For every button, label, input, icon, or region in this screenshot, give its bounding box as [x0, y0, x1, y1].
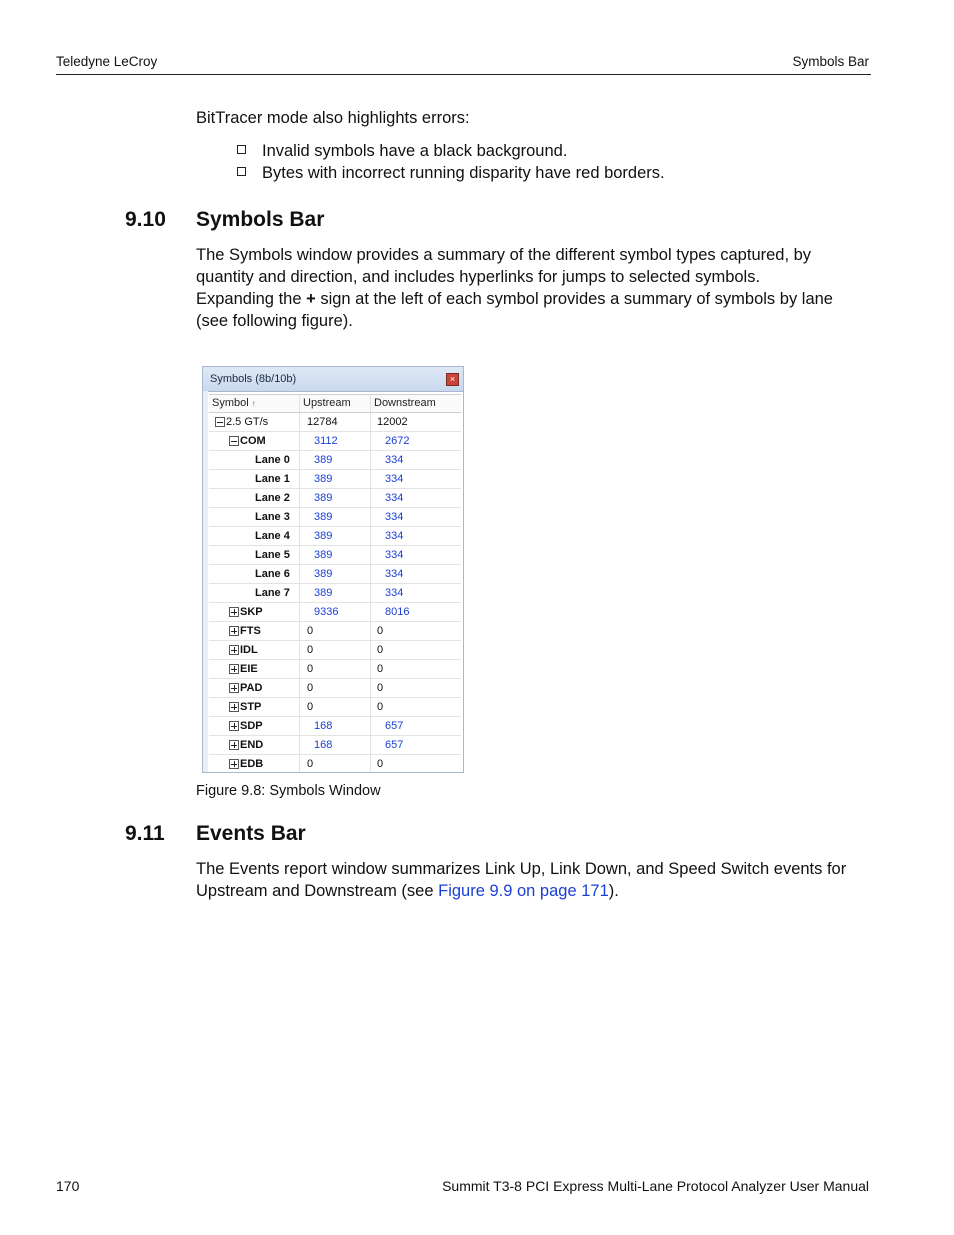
paragraph-line: The Symbols window provides a summary of the different symbol types captured, by: [196, 246, 812, 264]
column-divider: [370, 395, 371, 412]
upstream-count: 0: [307, 625, 314, 637]
column-divider: [370, 508, 371, 526]
downstream-count[interactable]: 334: [385, 549, 404, 561]
column-divider: [370, 717, 371, 735]
table-row[interactable]: [209, 508, 461, 527]
bullet-item: [237, 162, 665, 184]
window-titlebar[interactable]: [203, 367, 463, 392]
table-row[interactable]: [209, 546, 461, 565]
lane-label: Lane 2: [255, 492, 290, 504]
header-rule: [56, 74, 871, 75]
upstream-count[interactable]: 389: [314, 549, 333, 561]
table-row[interactable]: [209, 470, 461, 489]
downstream-count: 0: [377, 758, 384, 770]
column-divider: [299, 546, 300, 564]
symbols-window: [202, 366, 464, 773]
grid-body: [209, 413, 461, 773]
upstream-count[interactable]: 3112: [314, 435, 338, 447]
symbols-grid: [209, 394, 461, 773]
upstream-count[interactable]: 389: [314, 473, 333, 485]
column-divider: [299, 736, 300, 754]
upstream-count[interactable]: 389: [314, 511, 333, 523]
upstream-count[interactable]: 389: [314, 568, 333, 580]
table-row[interactable]: [209, 413, 461, 432]
expand-icon[interactable]: [229, 702, 239, 712]
symbol-label: SDP: [240, 720, 263, 732]
window-title: Symbols (8b/10b): [210, 373, 297, 385]
downstream-count: 0: [377, 682, 384, 694]
section-paragraph: [196, 244, 876, 332]
expand-icon[interactable]: [229, 721, 239, 731]
table-row[interactable]: [209, 622, 461, 641]
column-divider: [299, 584, 300, 602]
downstream-count[interactable]: 334: [385, 454, 404, 466]
column-divider: [370, 698, 371, 716]
expand-icon[interactable]: [229, 740, 239, 750]
column-divider: [370, 432, 371, 450]
downstream-count[interactable]: 334: [385, 568, 404, 580]
upstream-count[interactable]: 9336: [314, 606, 339, 618]
symbol-cell: [229, 720, 263, 732]
expand-icon[interactable]: [229, 607, 239, 617]
symbol-cell: [229, 701, 261, 713]
downstream-count[interactable]: 334: [385, 587, 404, 599]
symbol-label: 2.5 GT/s: [226, 416, 269, 428]
column-divider: [370, 660, 371, 678]
column-divider: [370, 755, 371, 773]
paragraph-text: ).: [608, 882, 619, 900]
column-divider: [370, 451, 371, 469]
lane-label: Lane 7: [255, 587, 290, 599]
sort-arrow-icon: ↑: [251, 399, 256, 408]
expand-icon[interactable]: [229, 759, 239, 769]
column-divider: [370, 736, 371, 754]
downstream-count[interactable]: 657: [385, 739, 404, 751]
column-divider: [299, 508, 300, 526]
column-divider: [370, 527, 371, 545]
symbol-label: SKP: [240, 606, 263, 618]
symbol-label: IDL: [240, 644, 258, 656]
table-row[interactable]: [209, 603, 461, 622]
column-divider: [299, 413, 300, 431]
column-divider: [370, 603, 371, 621]
bullet-text: Invalid symbols have a black background.: [262, 142, 568, 160]
symbol-cell: [229, 663, 258, 675]
downstream-count[interactable]: 334: [385, 530, 404, 542]
column-divider: [370, 413, 371, 431]
table-row[interactable]: [209, 451, 461, 470]
table-row[interactable]: [209, 717, 461, 736]
column-header-symbol[interactable]: Symbol ↑: [212, 397, 256, 409]
column-divider: [370, 679, 371, 697]
upstream-count: 0: [307, 701, 314, 713]
upstream-count[interactable]: 389: [314, 530, 333, 542]
column-divider: [299, 641, 300, 659]
symbol-label: STP: [240, 701, 262, 713]
symbol-cell: [215, 416, 268, 428]
close-icon[interactable]: ×: [446, 373, 459, 386]
table-row[interactable]: [209, 679, 461, 698]
table-row[interactable]: [209, 736, 461, 755]
table-row[interactable]: [209, 432, 461, 451]
paragraph-line: [196, 880, 876, 902]
window-left-strip: [203, 391, 208, 772]
paragraph-line: The Events report window summarizes Link Up, Link Down, and Speed Switch events for: [196, 860, 847, 878]
upstream-count: 0: [307, 644, 314, 656]
collapse-icon[interactable]: [229, 436, 239, 446]
column-divider: [370, 489, 371, 507]
column-divider: [299, 698, 300, 716]
paragraph-text: Upstream and Downstream (see: [196, 882, 439, 900]
upstream-count: 0: [307, 663, 314, 675]
column-divider: [299, 489, 300, 507]
column-divider: [299, 565, 300, 583]
downstream-count[interactable]: 334: [385, 473, 404, 485]
column-divider: [299, 432, 300, 450]
downstream-count: 12002: [377, 416, 408, 428]
column-divider: [299, 395, 300, 412]
running-header-right: Symbols Bar: [792, 54, 869, 69]
paragraph-line: quantity and direction, and includes hyperlinks for jumps to selected symbols.: [196, 268, 761, 286]
downstream-count: 0: [377, 644, 384, 656]
expand-icon[interactable]: [229, 664, 239, 674]
symbol-cell: [229, 435, 266, 447]
bullet-box-icon: [237, 145, 246, 154]
section-title: Symbols Bar: [196, 208, 325, 231]
downstream-count: 0: [377, 625, 384, 637]
upstream-count: 12784: [307, 416, 338, 428]
symbol-cell: [229, 625, 261, 637]
paragraph-text: sign at the left of each symbol provides a summary of symbols by lane: [315, 290, 833, 308]
lane-label: Lane 0: [255, 454, 290, 466]
column-divider: [370, 470, 371, 488]
page-number: 170: [56, 1178, 80, 1194]
downstream-count: 0: [377, 663, 384, 675]
symbol-cell: [229, 644, 258, 656]
lane-label: Lane 3: [255, 511, 290, 523]
downstream-count[interactable]: 8016: [385, 606, 410, 618]
symbol-label: COM: [240, 435, 266, 447]
table-row[interactable]: [209, 755, 461, 773]
symbol-cell: [229, 606, 263, 618]
table-row[interactable]: [209, 641, 461, 660]
lane-label: Lane 6: [255, 568, 290, 580]
section-number: 9.11: [125, 822, 165, 845]
column-divider: [299, 451, 300, 469]
lane-label: Lane 5: [255, 549, 290, 561]
upstream-count[interactable]: 168: [314, 739, 333, 751]
column-divider: [299, 527, 300, 545]
expand-icon[interactable]: [229, 645, 239, 655]
column-divider: [370, 584, 371, 602]
symbol-cell: [229, 739, 263, 751]
symbol-label: EIE: [240, 663, 258, 675]
plus-sign-text: +: [306, 290, 316, 308]
column-divider: [299, 622, 300, 640]
column-divider: [299, 470, 300, 488]
symbol-cell: [229, 682, 262, 694]
section-title: Events Bar: [196, 822, 306, 845]
column-divider: [299, 755, 300, 773]
upstream-count[interactable]: 168: [314, 720, 333, 732]
expand-icon[interactable]: [229, 683, 239, 693]
symbol-label: END: [240, 739, 264, 751]
downstream-count[interactable]: 2672: [385, 435, 410, 447]
figure-caption: Figure 9.8: Symbols Window: [196, 783, 381, 799]
expand-icon[interactable]: [229, 626, 239, 636]
running-header-left: Teledyne LeCroy: [56, 54, 158, 69]
column-divider: [370, 546, 371, 564]
downstream-count: 0: [377, 701, 384, 713]
symbol-label: FTS: [240, 625, 261, 637]
downstream-count[interactable]: 657: [385, 720, 404, 732]
column-divider: [299, 717, 300, 735]
symbol-cell: [229, 758, 263, 770]
upstream-count[interactable]: 389: [314, 492, 333, 504]
symbol-label: EDB: [240, 758, 264, 770]
column-header-downstream[interactable]: Downstream: [374, 397, 436, 409]
upstream-count: 0: [307, 682, 314, 694]
column-divider: [370, 565, 371, 583]
footer-title: Summit T3-8 PCI Express Multi-Lane Protocol Analyzer User Manual: [442, 1178, 869, 1194]
collapse-icon[interactable]: [215, 417, 225, 427]
column-divider: [370, 641, 371, 659]
downstream-count[interactable]: 334: [385, 511, 404, 523]
paragraph-line: [196, 288, 876, 310]
column-divider: [299, 679, 300, 697]
column-divider: [299, 660, 300, 678]
downstream-count[interactable]: 334: [385, 492, 404, 504]
lane-label: Lane 4: [255, 530, 290, 542]
table-row[interactable]: [209, 698, 461, 717]
column-header-upstream[interactable]: Upstream: [303, 397, 351, 409]
figure-link[interactable]: Figure 9.9 on page 171: [438, 882, 609, 900]
section-number: 9.10: [125, 208, 166, 231]
upstream-count: 0: [307, 758, 314, 770]
lane-label: Lane 1: [255, 473, 290, 485]
column-divider: [299, 603, 300, 621]
column-divider: [370, 622, 371, 640]
bullet-item: [237, 140, 567, 162]
section-paragraph: [196, 858, 876, 902]
bullet-box-icon: [237, 167, 246, 176]
grid-header: [209, 394, 461, 413]
intro-paragraph: BitTracer mode also highlights errors:: [196, 109, 470, 127]
upstream-count[interactable]: 389: [314, 587, 333, 599]
paragraph-line: (see following figure).: [196, 312, 353, 330]
bullet-text: Bytes with incorrect running disparity have red borders.: [262, 164, 665, 182]
symbol-label: PAD: [240, 682, 263, 694]
table-row[interactable]: [209, 527, 461, 546]
table-row[interactable]: [209, 489, 461, 508]
table-row[interactable]: [209, 565, 461, 584]
table-row[interactable]: [209, 584, 461, 603]
paragraph-text: Expanding the: [196, 290, 307, 308]
upstream-count[interactable]: 389: [314, 454, 333, 466]
table-row[interactable]: [209, 660, 461, 679]
